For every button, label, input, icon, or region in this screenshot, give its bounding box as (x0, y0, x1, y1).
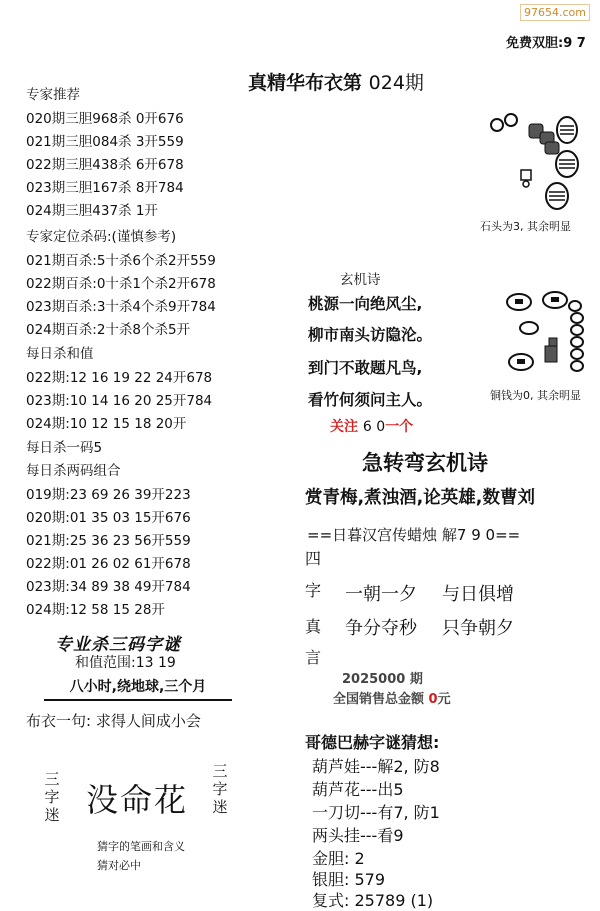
daily-sum-line: 022期:12 16 19 22 24开678 (26, 370, 213, 386)
goedel-line: 葫芦花---出5 (312, 780, 404, 799)
position-kill-line: 024期百杀:2十杀8个杀5开 (26, 322, 191, 338)
poem-line: 桃源一向绝风尘, (308, 295, 423, 313)
expert-line: 021期三胆084杀 3开559 (26, 134, 184, 150)
riddle-poem-title: 急转弯玄机诗 (362, 451, 488, 475)
idiom: 一朝一夕 (345, 584, 417, 605)
stone-caption: 石头为3, 其余明显 (480, 220, 571, 233)
daily-sum-line: 024期:10 12 15 18 20开 (26, 416, 187, 432)
daily-sum-heading: 每日杀和值 (26, 346, 94, 362)
expert-line: 022期三胆438杀 6开678 (26, 157, 184, 173)
page-title (248, 68, 424, 95)
expert-heading: 专家推荐 (26, 87, 80, 103)
three-char-label-right: 三字迷 (212, 762, 228, 816)
idiom: 与日俱增 (442, 584, 514, 605)
poem-line: 看竹何须问主人。 (308, 391, 433, 409)
position-kill-line: 021期百杀:5十杀6个杀2开559 (26, 253, 216, 269)
daily-two-line: 021期:25 36 23 56开559 (26, 533, 191, 549)
sales-label: 全国销售总金额 (333, 692, 425, 707)
follow-number: 6 0 (362, 419, 386, 435)
follow-prefix: 关注 (330, 419, 358, 435)
daily-sum-line: 023期:10 14 16 20 25开784 (26, 393, 213, 409)
riddle-title: 专业杀三码字谜 (55, 635, 181, 655)
riddle-hint: 猜对必中 (97, 859, 141, 872)
sum-range: 和值范围:13 19 (75, 655, 176, 671)
coin-caption: 铜钱为0, 其余明显 (490, 389, 581, 402)
daily-two-line: 023期:34 89 38 49开784 (26, 579, 191, 595)
idiom: 只争朝夕 (442, 618, 514, 639)
daily-two-line: 022期:01 26 02 61开678 (26, 556, 191, 572)
poem-heading: 玄机诗 (340, 272, 381, 288)
three-char-label-left: 三字迷 (44, 770, 60, 824)
idiom: 争分夺秒 (345, 618, 417, 639)
goedel-line: 金胆: 2 (312, 849, 365, 868)
title-issue: 024期 (368, 72, 424, 94)
four-char-label: 真 (305, 617, 322, 636)
expert-line: 023期三胆167杀 8开784 (26, 180, 184, 196)
riddle-clue: 八小时,绕地球,三个月 (44, 676, 232, 701)
four-char-label: 字 (305, 581, 322, 600)
four-char-label: 四 (305, 549, 322, 568)
goedel-line: 银胆: 579 (312, 870, 386, 889)
site-watermark: 97654.com (520, 4, 590, 21)
daily-two-line: 020期:01 35 03 15开676 (26, 510, 191, 526)
daily-two-line: 024期:12 58 15 28开 (26, 602, 165, 618)
riddle-poem-line: 赏青梅,煮浊酒,论英雄,数曹刘 (305, 488, 535, 508)
position-kill-line: 022期百杀:0十杀1个杀2开678 (26, 276, 216, 292)
stone-illustration (485, 108, 595, 213)
riddle-poem-answer: ==日暮汉宫传蜡烛 解7 9 0== (307, 526, 521, 544)
sales-unit: 元 (437, 692, 451, 707)
free-double-bile: 免费双胆:9 7 (506, 36, 586, 51)
follow-suffix: 一个 (385, 419, 414, 435)
goedel-title: 哥德巴赫字谜猜想: (305, 733, 440, 752)
title-main: 真精华布衣第 (248, 72, 363, 94)
goedel-line: 两头挂---看9 (312, 826, 404, 845)
coin-illustration (505, 290, 595, 385)
poem-line: 柳市南头访隐沦。 (308, 326, 433, 344)
goedel-line: 一刀切---有7, 防1 (312, 803, 440, 822)
position-kill-line: 023期百杀:3十杀4个杀9开784 (26, 299, 216, 315)
sales-total (333, 688, 451, 707)
follow-note (330, 416, 413, 436)
goedel-line: 葫芦娃---解2, 防8 (312, 757, 440, 776)
poem-line: 到门不敢题凡鸟, (308, 359, 423, 377)
daily-one-heading: 每日杀一码5 (26, 440, 103, 456)
daily-two-heading: 每日杀两码组合 (26, 463, 121, 479)
expert-line: 020期三胆968杀 0开676 (26, 111, 184, 127)
sales-amount: 0 (428, 692, 438, 707)
riddle-hint: 猜字的笔画和含义 (97, 840, 185, 853)
expert-line: 024期三胆437杀 1开 (26, 203, 158, 219)
goedel-line: 复式: 25789 (1) (312, 891, 434, 910)
buyi-sentence: 布衣一句: 求得人间成小会 (26, 712, 201, 730)
daily-two-line: 019期:23 69 26 39开223 (26, 487, 191, 503)
four-char-label: 言 (305, 648, 322, 667)
three-char-answer: 没命花 (86, 781, 189, 819)
sales-issue: 2025000 期 (342, 672, 423, 687)
position-kill-heading: 专家定位杀码:(谨慎参考) (26, 229, 177, 245)
